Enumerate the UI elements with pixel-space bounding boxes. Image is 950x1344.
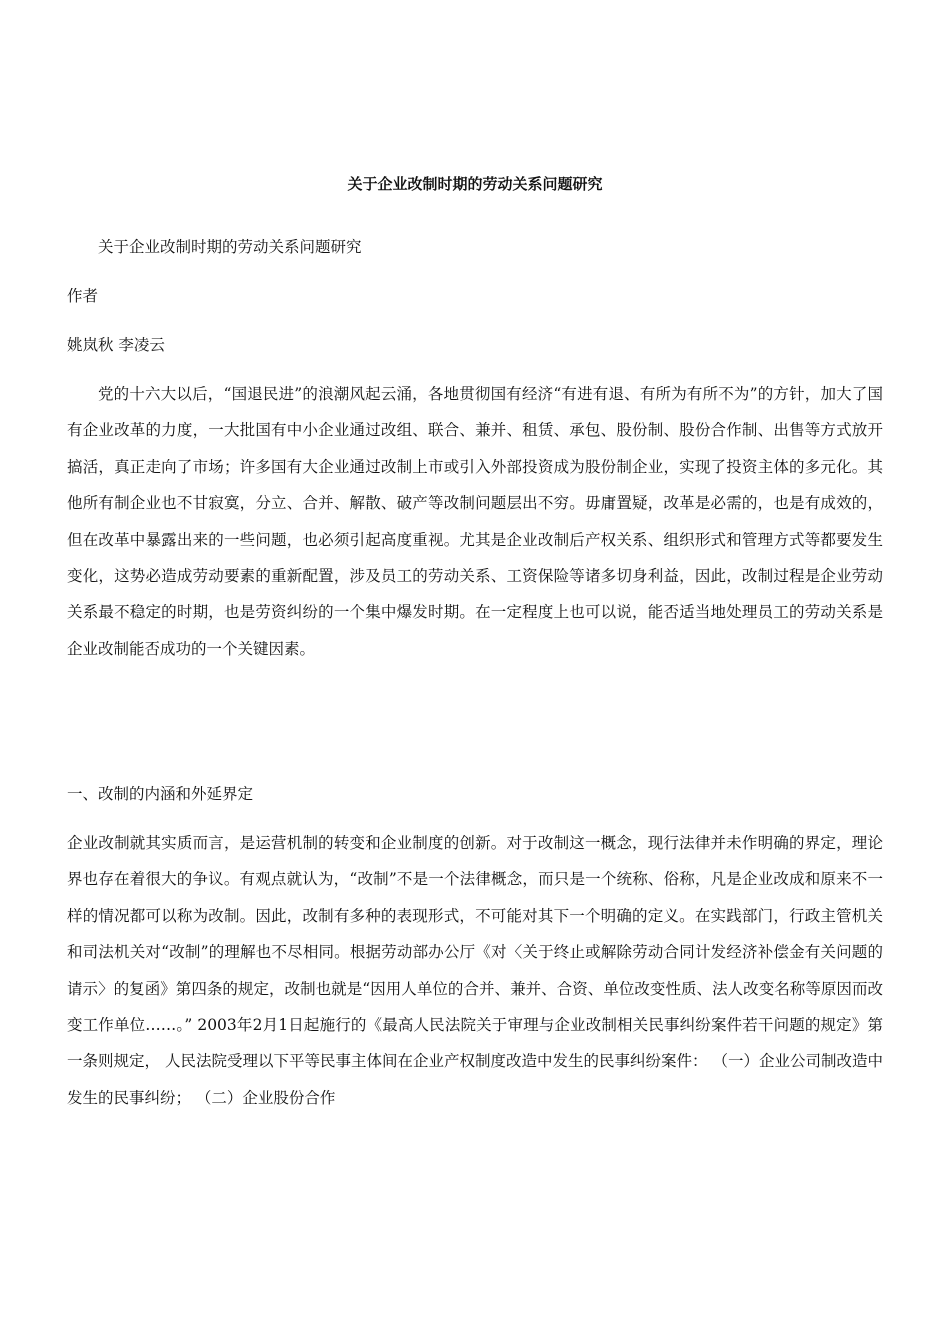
document-subtitle: 关于企业改制时期的劳动关系问题研究 <box>98 238 362 256</box>
document-title: 关于企业改制时期的劳动关系问题研究 <box>347 175 603 193</box>
author-names: 姚岚秋 李凌云 <box>67 336 165 354</box>
section-paragraph: 企业改制就其实质而言，是运营机制的转变和企业制度的创新。对于改制这一概念，现行法律并未作明确的界定，理论界也存在着很大的争议。有观点就认为，“改制”不是一个法律概念，而只是一个统称、俗称，凡是企业改成和原来不一样的情况都可以称为改制。因此，改制有多种的表现形式，不可能对其下一个明确的定义。在实践部门，行政主管机关和司法机关对“改制”的理解也不尽相同。根据劳动部办公厅《对〈关于终止或解除劳动合同计发经济补偿金有关问题的请示〉的复函》第四条的规定，改制也就是“因用人单位的合并、兼并、合资、单位改变性质、法人改变名称等原因而改变工作单位……。” 2003年2月1日起施行的《最高人民法院关于审理与企业改制相关民事纠纷案件若干问题的规定》第一条则规定， 人民法院受理以下平等民事主体间在企业产权制度改造中发生的民事纠纷案件： （一）企业公司制改造中发生的民事纠纷； （二）企业股份合作 <box>67 834 883 1107</box>
section-heading: 一、改制的内涵和外延界定 <box>67 785 254 803</box>
intro-paragraph: 党的十六大以后，“国退民进”的浪潮风起云涌，各地贯彻国有经济“有进有退、有所为有所不为”的方针，加大了国有企业改革的力度，一大批国有中小企业通过改组、联合、兼并、租赁、承包、股份制、股份合作制、出售等方式放开搞活，真正走向了市场；许多国有大企业通过改制上市或引入外部投资成为股份制企业，实现了投资主体的多元化。其他所有制企业也不甘寂寞，分立、合并、解散、破产等改制问题层出不穷。毋庸置疑，改革是必需的，也是有成效的，但在改革中暴露出来的一些问题，也必须引起高度重视。尤其是企业改制后产权关系、组织形式和管理方式等都要发生变化，这势必造成劳动要素的重新配置，涉及员工的劳动关系、工资保险等诸多切身利益，因此，改制过程是企业劳动关系最不稳定的时期，也是劳资纠纷的一个集中爆发时期。在一定程度上也可以说，能否适当地处理员工的劳动关系是企业改制能否成功的一个关键因素。 <box>67 385 883 658</box>
author-label: 作者 <box>67 287 99 305</box>
